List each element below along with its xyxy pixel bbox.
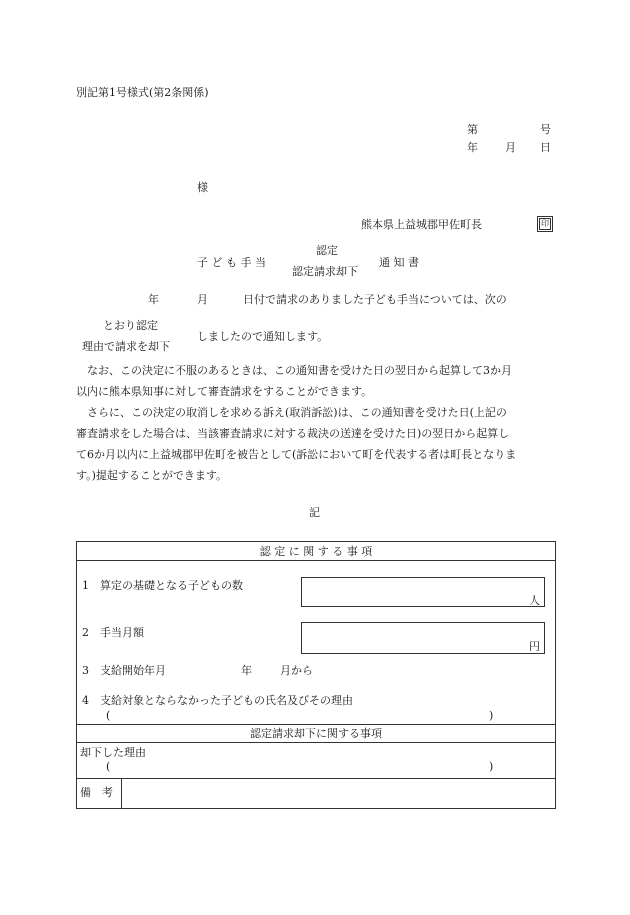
row-divider (77, 778, 555, 779)
item4-close-paren: ) (489, 709, 494, 722)
row-divider (77, 742, 555, 743)
item4-label: 4 支給対象とならなかった子どもの氏名及びその理由 (82, 694, 353, 707)
row-divider (77, 724, 555, 725)
notice-paragraph-1 (76, 360, 554, 402)
children-unit: 人 (529, 594, 540, 607)
seal-stamp (537, 216, 553, 232)
form-label: 別記第1号様式(第2条関係) (76, 86, 209, 99)
number-dai: 第 (467, 123, 478, 136)
section-header-rejection: 認定請求却下に関する事項 (250, 727, 382, 740)
intro-choice-bottom: 理由で請求を却下 (82, 340, 170, 353)
title-left: 子 ど も 手 当 (197, 256, 266, 269)
notice-line: す。)提起することができます。 (76, 469, 228, 482)
rejection-reason-label: 却下した理由 (80, 746, 146, 759)
title-choice-bottom: 認定請求却下 (292, 265, 358, 278)
intro-text: 日付で請求のありました子ども手当については、次の (243, 293, 507, 306)
notice-line: て6か月以内に上益城郡甲佐町を被告として(訴訟において町を代表する者は町長となりま (76, 448, 517, 461)
intro-year: 年 (148, 293, 159, 306)
notice-paragraph-2 (76, 402, 554, 486)
number-go: 号 (540, 123, 551, 136)
intro-text2: しましたので通知します。 (197, 330, 329, 343)
monthly-amount-box (301, 622, 545, 654)
seal-text: 印 (541, 219, 549, 228)
row-divider (77, 560, 555, 561)
intro-choice-top: とおり認定 (103, 319, 158, 332)
item3-month-from: 月から (280, 664, 313, 677)
ki-heading: 記 (309, 506, 320, 519)
item4-open-paren: ( (106, 709, 111, 722)
title-choice-top: 認定 (316, 244, 338, 257)
item3-year: 年 (241, 664, 252, 677)
notice-line: さらに、この決定の取消しを求める訴え(取消訴訟)は、この通知書を受けた日(上記の (87, 406, 507, 419)
addressee-suffix: 様 (197, 181, 208, 194)
reason-open-paren: ( (106, 760, 111, 773)
item1-label: 1 算定の基礎となる子どもの数 (82, 579, 243, 592)
notice-line: 以内に熊本県知事に対して審査請求をすることができます。 (76, 385, 373, 398)
notice-line: なお、この決定に不服のあるときは、この通知書を受けた日の翌日から起算して3か月 (87, 364, 512, 377)
item3-label: 3 支給開始年月 (82, 664, 166, 677)
col-divider (121, 779, 122, 808)
item2-label: 2 手当月額 (82, 626, 144, 639)
section-header-approval: 認 定 に 関 す る 事 項 (259, 545, 373, 558)
notice-line: 審査請求をした場合は、当該審査請求に対する裁決の送達を受けた日)の翌日から起算し (76, 427, 510, 440)
date-day: 日 (540, 141, 551, 154)
issuer-name: 熊本県上益城郡甲佐町長 (361, 218, 482, 231)
date-year: 年 (467, 141, 478, 154)
children-count-box (301, 577, 545, 607)
remarks-label: 備 考 (80, 786, 113, 799)
amount-unit: 円 (529, 640, 540, 653)
date-month: 月 (505, 141, 516, 154)
title-right: 通 知 書 (379, 256, 419, 269)
intro-month: 月 (197, 293, 208, 306)
reason-close-paren: ) (489, 760, 494, 773)
